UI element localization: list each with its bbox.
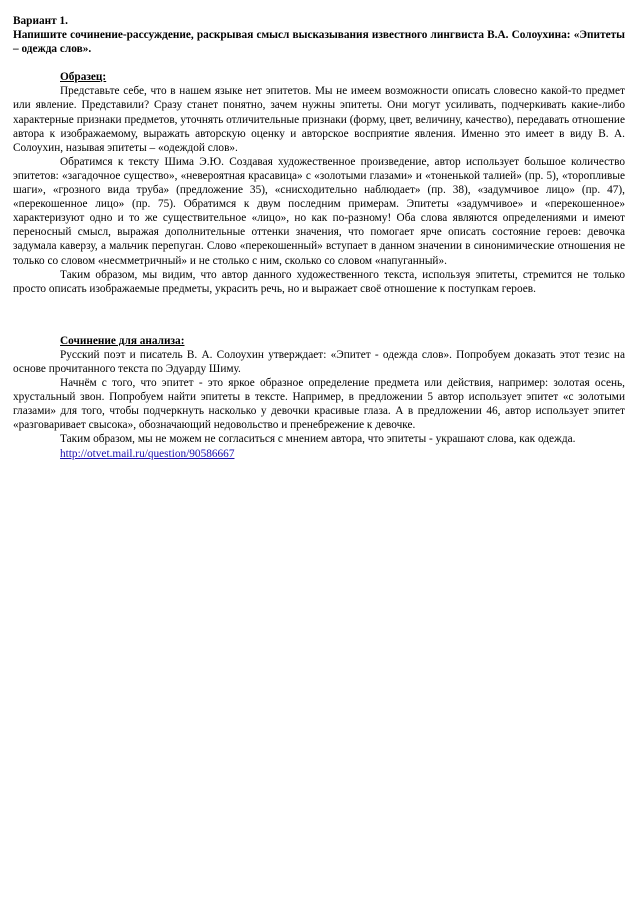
spacer (13, 296, 625, 334)
spacer (13, 56, 625, 70)
analysis-paragraph-1: Русский поэт и писатель В. А. Солоухин утверждает: «Эпитет - одежда слов». Попробуем доказать этот тезис на основе прочитанного текста по Эдуарду Шиму. (13, 348, 625, 375)
analysis-paragraph-3: Таким образом, мы не можем не согласиться с мнением автора, что эпитеты - украшают слова, как одежда. (60, 433, 576, 446)
analysis-paragraph-2: Начнём с того, что эпитет - это яркое образное определение предмета или действия, например: золотая осень, хрустальный звон. Попробуем найти эпитеты в тексте. Например, в предложении 5 автор использует эпитет «с золотыми глазами» для того, чтобы подчеркнуть насколько у девочки красивые глаза. А в предложении 46, автор использует эпитет «разговаривает свысока», обозначающий недовольство и пренебрежение к девочке. (13, 377, 625, 432)
analysis-heading (13, 334, 625, 348)
task-statement: Напишите сочинение-рассуждение, раскрывая смысл высказывания известного лингвиста В.А. Солоухина: «Эпитеты – одежда слов». (13, 29, 625, 56)
sample-heading (13, 70, 625, 84)
source-link[interactable]: http://otvet.mail.ru/question/90586667 (60, 447, 235, 460)
sample-heading-text: Образец: (60, 71, 107, 84)
document-page (13, 14, 625, 461)
sample-paragraph-1: Представьте себе, что в нашем языке нет эпитетов. Мы не имеем возможности описать словесно какой-то предмет или явление. Представили? Сразу станет понятно, зачем нужны эпитеты. Они могут усиливать, подчеркивать какие-либо характерные признаки предметов, уточнять отличительные признаки (форму, цвет, величину, качество), передавать отношение автора к изображаемому, выражать авторскую оценку и авторское восприятие явления. Именно это имеет в виду В. А. Солоухин, называя эпитеты – «одеждой слов». (13, 85, 625, 154)
variant-heading: Вариант 1. (13, 15, 68, 27)
sample-paragraph-3: Таким образом, мы видим, что автор данного художественного текста, используя эпитеты, стремится не только просто описать изображаемые предметы, украсить речь, но и выражает своё отношение к поступкам героев. (13, 268, 625, 295)
sample-paragraph-2: Обратимся к тексту Шима Э.Ю. Создавая художественное произведение, автор использует большое количество эпитетов: «загадочное существо», «невероятная красавица» с «золотыми глазами» и «тоненькой талией» (пр. 5), «торопливые шаги», «грозного вида труба» (предложение 35), «снисходительно наблюдает» (пр. 38), «задумчивое лицо» (пр. 47), «перекошенное лицо» (пр. 75). Обратимся к двум последним примерам. Эпитеты «задумчивое» и «перекошенное» характеризуют одно и то же существительное «лицо», но как по-разному! Оба слова являются определениями и имеют переносный смысл, выражая дополнительные оттенки значения, что помогает ярче описать состояние героев: девочка задумала каверзу, а мальчик перепуган. Слово «перекошенный» вступает в данном значении в синонимические отношения не только со словом «несмметричный» и не столько с ним, сколько со словом «напуганный». (13, 155, 625, 267)
analysis-heading-text: Сочинение для анализа: (60, 334, 185, 347)
